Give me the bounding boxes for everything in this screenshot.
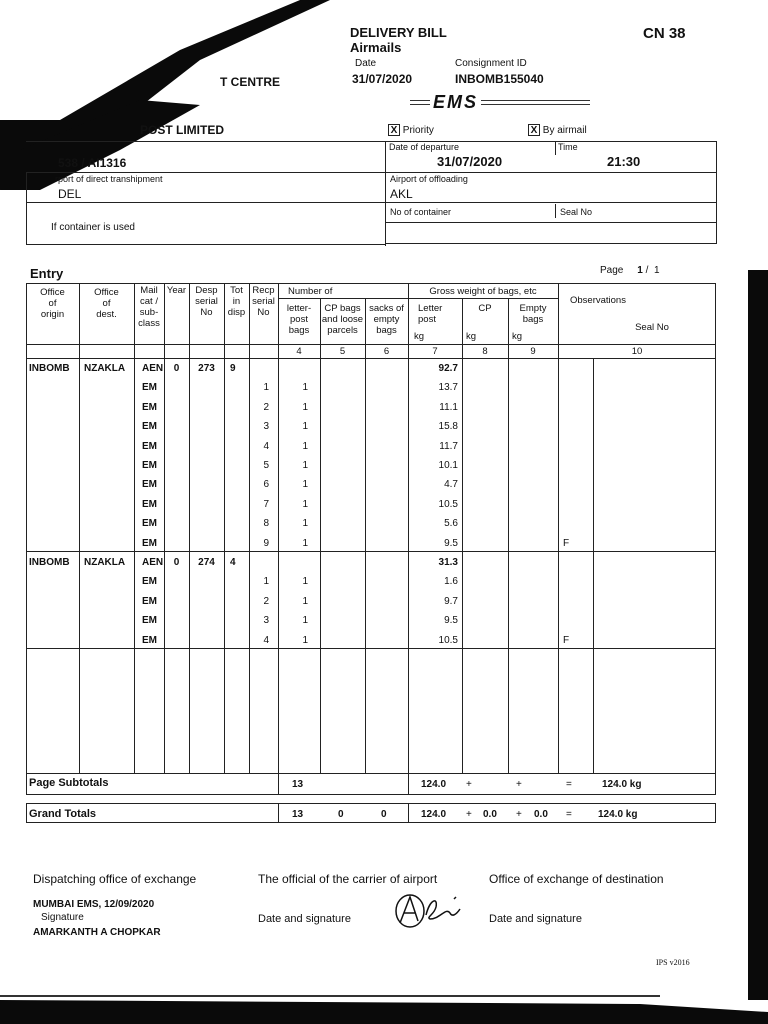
cell-recp: 2 xyxy=(263,401,269,413)
cell-cat: EM xyxy=(142,576,157,588)
table-row xyxy=(0,556,768,575)
cell-origin: INBOMB xyxy=(29,557,70,568)
table-row xyxy=(0,459,768,478)
carrier-label: The official of the carrier of airport xyxy=(258,872,438,886)
cell-dest: NZAKLA xyxy=(84,363,126,374)
cell-recp: 4 xyxy=(263,440,269,452)
table-row xyxy=(0,537,768,556)
cell-weight: 9.7 xyxy=(444,595,458,607)
col-letter-post: letter- post bags xyxy=(286,303,312,336)
col-empty-bags-weight: Empty bags xyxy=(519,303,547,325)
grand-letter: 13 xyxy=(292,809,304,820)
company-text: POST LIMITED xyxy=(140,123,224,137)
kg-unit-cp: kg xyxy=(466,331,477,342)
subtotal-weight: 124.0 xyxy=(421,779,447,790)
col-mail-cat: Mail cat / sub- class xyxy=(138,285,160,329)
cell-letter: 1 xyxy=(302,537,308,549)
scan-edge-line xyxy=(0,995,660,997)
cell-recp: 5 xyxy=(263,460,269,471)
cell-weight: 10.1 xyxy=(438,460,458,471)
offloading-label: Airport of offloading xyxy=(390,174,468,184)
table-row xyxy=(0,362,768,381)
cell-letter: 1 xyxy=(302,576,308,588)
cell-cat: EM xyxy=(142,634,157,646)
cell-weight: 4.7 xyxy=(444,479,458,491)
cell-year: 0 xyxy=(173,557,180,568)
col-num-9: 9 xyxy=(530,346,536,357)
col-recp-serial: Recp serial No xyxy=(252,285,275,318)
col-num-4: 4 xyxy=(296,346,302,357)
cell-weight: 10.5 xyxy=(438,634,458,646)
cell-weight: 11.1 xyxy=(439,401,458,413)
cell-letter: 1 xyxy=(302,440,308,452)
col-cp-bags: CP bags and loose parcels xyxy=(321,303,364,336)
cell-weight: 9.5 xyxy=(444,537,458,549)
transhipment-value: DEL xyxy=(58,187,82,201)
departure-label: Date of departure xyxy=(389,142,460,152)
col-num-6: 6 xyxy=(383,346,390,357)
airmail-option: X By airmail xyxy=(528,124,587,136)
scan-edge-bottom xyxy=(0,1000,768,1024)
cell-cat: EM xyxy=(142,615,157,627)
consignment-label: Consignment ID xyxy=(455,58,527,69)
col-letter-post-weight: Letter post xyxy=(418,303,443,325)
time-label: Time xyxy=(558,142,578,152)
table-row xyxy=(0,575,768,594)
cell-letter: 1 xyxy=(302,595,308,607)
page-indicator: Page 1 / 1 xyxy=(600,265,660,276)
table-row xyxy=(0,440,768,459)
col-gross-weight: Gross weight of bags, etc xyxy=(429,286,537,297)
table-row xyxy=(0,478,768,497)
cell-recp: 8 xyxy=(263,518,269,530)
handwritten-signature xyxy=(390,885,480,935)
cell-dest: NZAKLA xyxy=(84,557,126,568)
cell-letter: 1 xyxy=(302,479,308,491)
col-num-8: 8 xyxy=(482,346,488,357)
cell-desp: 274 xyxy=(198,557,215,568)
consignment-value: INBOMB155040 xyxy=(455,72,544,86)
date-value: 31/07/2020 xyxy=(352,72,413,86)
cell-cat: EM xyxy=(142,421,157,433)
cell-cat: EM xyxy=(142,537,157,549)
cell-recp: 4 xyxy=(263,634,269,646)
container-note: If container is used xyxy=(51,222,135,233)
cell-recp: 3 xyxy=(263,421,269,433)
dest-date-signature: Date and signature xyxy=(489,913,582,925)
table-row xyxy=(0,420,768,439)
table-row xyxy=(0,498,768,517)
cell-recp: 7 xyxy=(263,498,269,510)
signatory-name: AMARKANTH A CHOPKAR xyxy=(33,927,161,938)
cell-recp: 9 xyxy=(263,537,269,549)
col-seal-no: Seal No xyxy=(635,322,669,333)
grand-empty-weight: 0.0 xyxy=(534,809,548,820)
dest-label: Office of exchange of destination xyxy=(489,872,664,886)
col-num-5: 5 xyxy=(339,346,346,357)
transhipment-label: rport of direct transhipment xyxy=(55,174,163,184)
signature-label: Signature xyxy=(41,912,84,923)
dispatch-label: Dispatching office of exchange xyxy=(33,872,197,886)
seal-no-label: Seal No xyxy=(560,207,593,217)
col-year: Year xyxy=(166,285,187,296)
subtotal-plus-2: + xyxy=(516,779,522,790)
cell-recp: 6 xyxy=(263,479,269,491)
table-row xyxy=(0,401,768,420)
cell-weight: 15.8 xyxy=(438,421,458,433)
cell-letter: 1 xyxy=(302,498,308,510)
subtotal-total: 124.0 kg xyxy=(602,779,642,790)
col-sacks-empty: sacks of empty bags xyxy=(369,303,404,336)
grand-cp: 0 xyxy=(338,809,344,820)
table-row xyxy=(0,381,768,400)
cell-letter: 1 xyxy=(302,421,308,433)
kg-unit-letter: kg xyxy=(414,331,425,342)
grand-equals: = xyxy=(566,809,572,820)
form-code: CN 38 xyxy=(643,25,686,42)
cell-recp: 2 xyxy=(263,595,269,607)
version-label: IPS v2016 xyxy=(656,958,690,967)
col-observations: Observations xyxy=(570,295,626,306)
entry-label: Entry xyxy=(30,266,64,281)
cell-obs: F xyxy=(563,634,570,646)
dispatch-office: MUMBAI EMS, 12/09/2020 xyxy=(33,899,155,910)
subtotals-label: Page Subtotals xyxy=(29,777,109,789)
flight-number: 538 / AI1316 xyxy=(58,156,127,170)
table-row xyxy=(0,634,768,653)
cell-year: 0 xyxy=(173,363,180,374)
col-desp-serial: Desp serial No xyxy=(195,285,218,318)
cell-cat: EM xyxy=(142,440,157,452)
cell-cat: EM xyxy=(142,401,157,413)
time-value: 21:30 xyxy=(607,154,641,169)
cell-recp: 1 xyxy=(263,382,269,394)
cell-weight: 13.7 xyxy=(438,382,458,394)
document-title: DELIVERY BILL xyxy=(350,25,447,40)
col-office-dest: Office of dest. xyxy=(94,287,119,320)
col-tot-disp: Tot in disp xyxy=(227,285,246,318)
cell-weight: 9.5 xyxy=(444,615,458,627)
col-num-10: 10 xyxy=(631,346,643,357)
col-office-origin: Office of origin xyxy=(40,287,65,320)
col-num-7: 7 xyxy=(432,346,438,357)
cell-letter: 1 xyxy=(302,460,308,471)
cell-cat: EM xyxy=(142,595,157,607)
document-subtitle: Airmails xyxy=(350,40,402,55)
col-cp-weight: CP xyxy=(478,303,492,314)
subtotal-equals: = xyxy=(566,779,572,790)
grand-weight: 124.0 xyxy=(421,809,447,820)
table-row xyxy=(0,595,768,614)
cell-weight: 11.7 xyxy=(439,440,458,452)
cell-letter: 1 xyxy=(302,518,308,530)
kg-unit-empty: kg xyxy=(512,331,523,342)
subtotal-plus-1: + xyxy=(466,779,472,790)
grand-totals-label: Grand Totals xyxy=(29,808,97,820)
cell-obs: F xyxy=(563,537,570,549)
cell-cat: EM xyxy=(142,460,157,471)
col-number-of: Number of xyxy=(288,286,333,297)
grand-cp-weight: 0.0 xyxy=(483,809,497,820)
cell-cat: EM xyxy=(142,518,157,530)
ems-logo: EMS xyxy=(410,92,590,114)
centre-text: T CENTRE xyxy=(220,75,280,89)
priority-option: X Priority xyxy=(388,124,434,136)
cell-weight: 31.3 xyxy=(438,557,458,568)
subtotal-letter: 13 xyxy=(292,779,304,790)
cell-weight: 5.6 xyxy=(444,518,458,530)
table-row xyxy=(0,614,768,633)
grand-sacks: 0 xyxy=(381,809,387,820)
table-row xyxy=(0,517,768,536)
cell-recp: 3 xyxy=(263,615,269,627)
cell-cat: EM xyxy=(142,382,157,394)
departure-value: 31/07/2020 xyxy=(437,154,503,169)
cell-tot: 4 xyxy=(230,557,236,568)
offloading-value: AKL xyxy=(390,187,413,201)
carrier-date-signature: Date and signature xyxy=(258,913,351,925)
cell-cat: EM xyxy=(142,498,157,510)
cell-letter: 1 xyxy=(302,634,308,646)
date-label: Date xyxy=(355,58,377,69)
cell-weight: 10.5 xyxy=(438,498,458,510)
cell-tot: 9 xyxy=(230,363,236,374)
cell-weight: 1.6 xyxy=(444,576,458,588)
container-no-label: No of container xyxy=(390,207,452,217)
cell-recp: 1 xyxy=(263,576,269,588)
cell-cat: AEN xyxy=(142,557,164,568)
cell-letter: 1 xyxy=(302,401,308,413)
cell-origin: INBOMB xyxy=(29,363,70,374)
cell-desp: 273 xyxy=(198,363,215,374)
grand-plus-2: + xyxy=(516,809,522,820)
cell-letter: 1 xyxy=(302,382,308,394)
grand-total: 124.0 kg xyxy=(598,809,638,820)
cell-cat: EM xyxy=(142,479,157,491)
cell-letter: 1 xyxy=(302,615,308,627)
cell-cat: AEN xyxy=(142,363,164,374)
cell-weight: 92.7 xyxy=(438,363,458,374)
grand-plus-1: + xyxy=(466,809,472,820)
